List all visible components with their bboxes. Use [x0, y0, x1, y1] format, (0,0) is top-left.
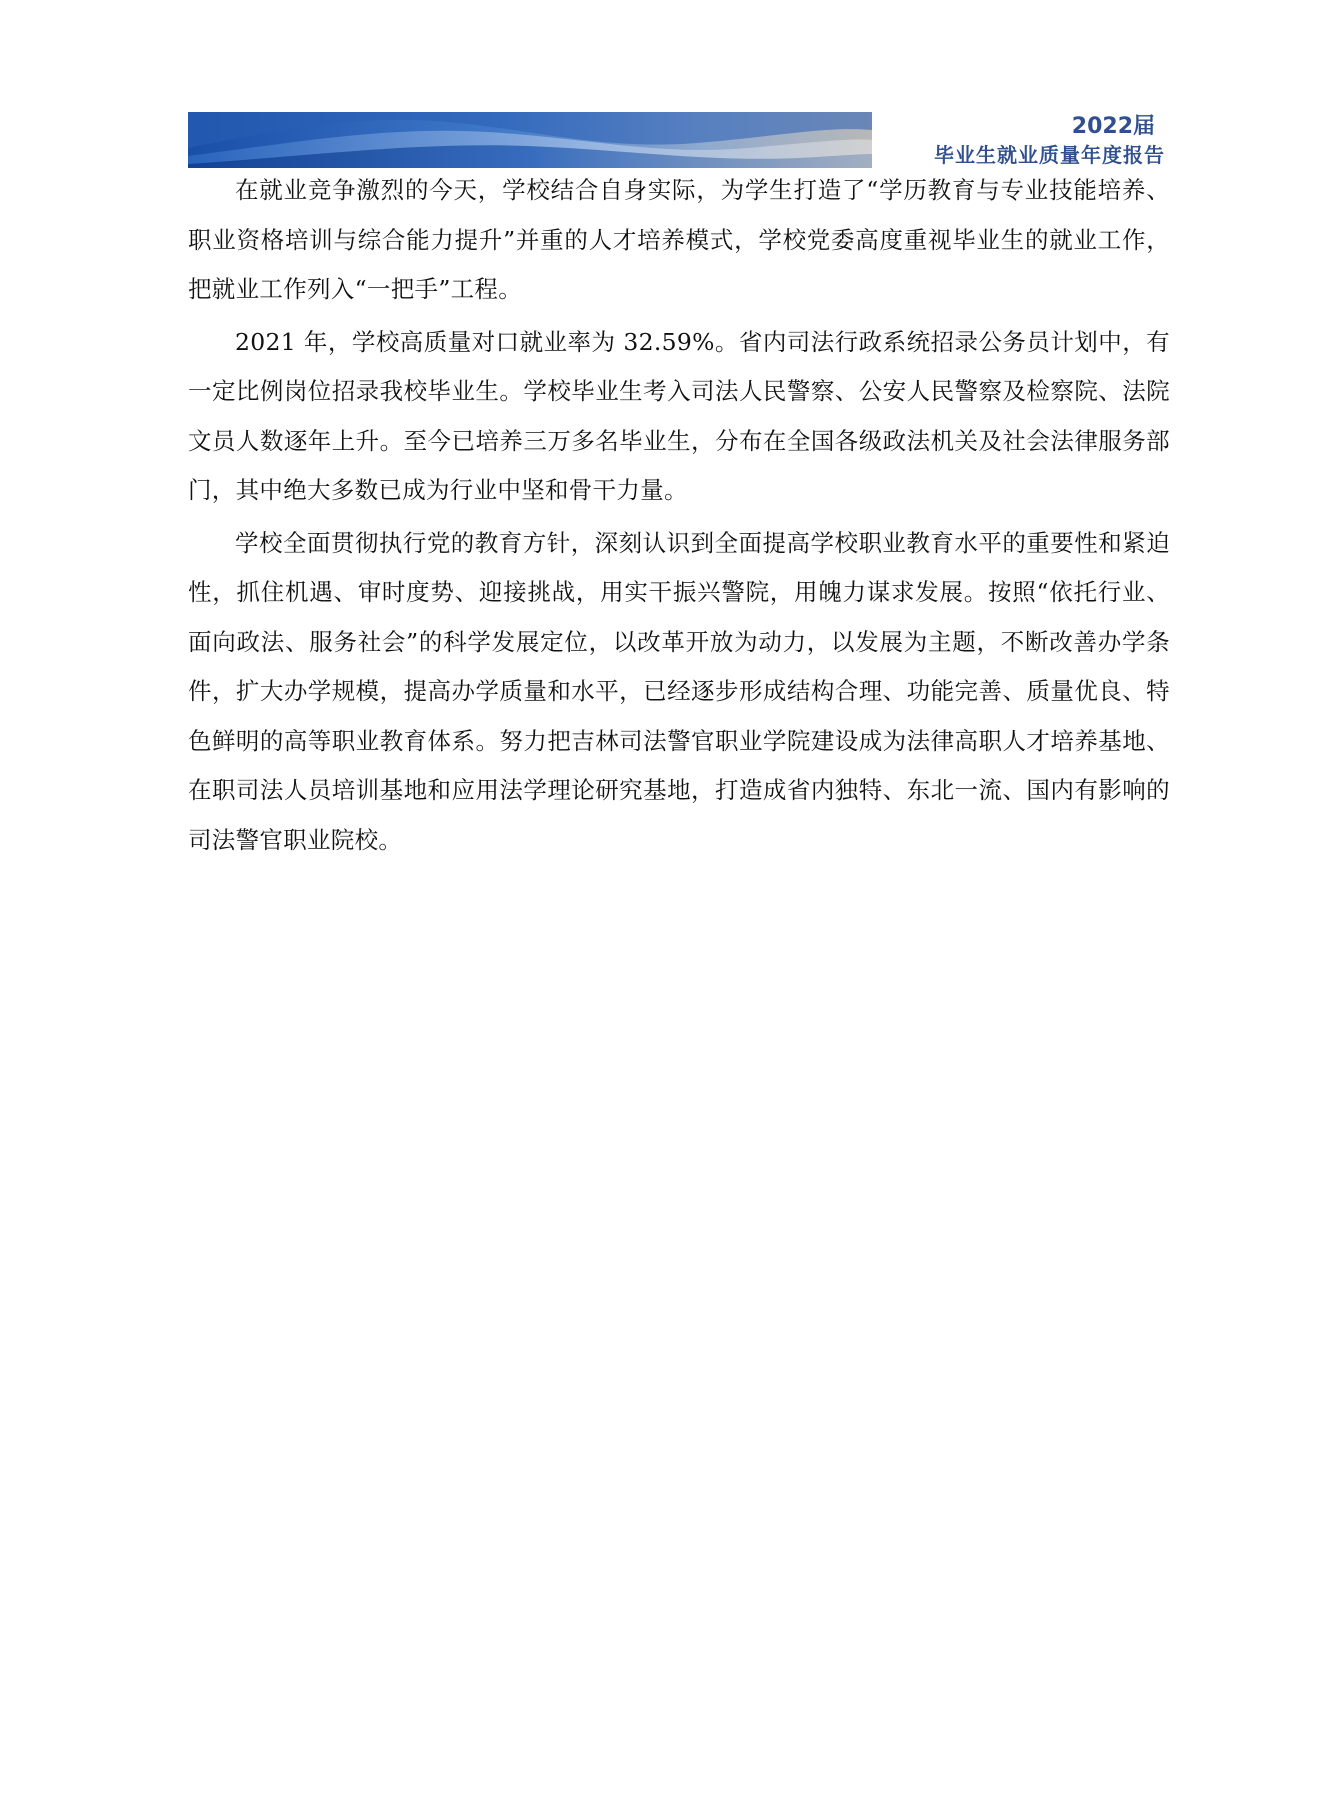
header-banner-image [188, 112, 872, 168]
document-body [188, 166, 1170, 868]
paragraph-development-goals: 学校全面贯彻执行党的教育方针，深刻认识到全面提高学校职业教育水平的重要性和紧迫性，抓住机遇、审时度势、迎接挑战，用实干振兴警院，用魄力谋求发展。按照“依托行业、面向政法、服务社会”的科学发展定位，以改革开放为动力，以发展为主题，不断改善办学条件，扩大办学规模，提高办学质量和水平，已经逐步形成结构合理、功能完善、质量优良、特色鲜明的高等职业教育体系。努力把吉林司法警官职业学院建设成为法律高职人才培养基地、在职司法人员培训基地和应用法学理论研究基地，打造成省内独特、东北一流、国内有影响的司法警官职业院校。 [188, 528, 1170, 854]
report-year: 2022届 [1071, 114, 1155, 139]
wave-graphic [188, 112, 872, 168]
paragraph-employment-model: 在就业竞争激烈的今天，学校结合自身实际，为学生打造了“学历教育与专业技能培养、职业资格培训与综合能力提升”并重的人才培养模式，学校党委高度重视毕业生的就业工作，把就业工作列入“一把手”工程。 [188, 176, 1170, 303]
paragraph-employment-rate: 2021 年，学校高质量对口就业率为 32.59%。省内司法行政系统招录公务员计划中，有一定比例岗位招录我校毕业生。学校毕业生考入司法人民警察、公安人民警察及检察院、法院文员人数逐年上升。至今已培养三万多名毕业生，分布在全国各级政法机关及社会法律服务部门，其中绝大多数已成为行业中坚和骨干力量。 [188, 327, 1170, 504]
report-subtitle: 毕业生就业质量年度报告 [934, 143, 1165, 167]
report-header-title [934, 112, 1165, 170]
